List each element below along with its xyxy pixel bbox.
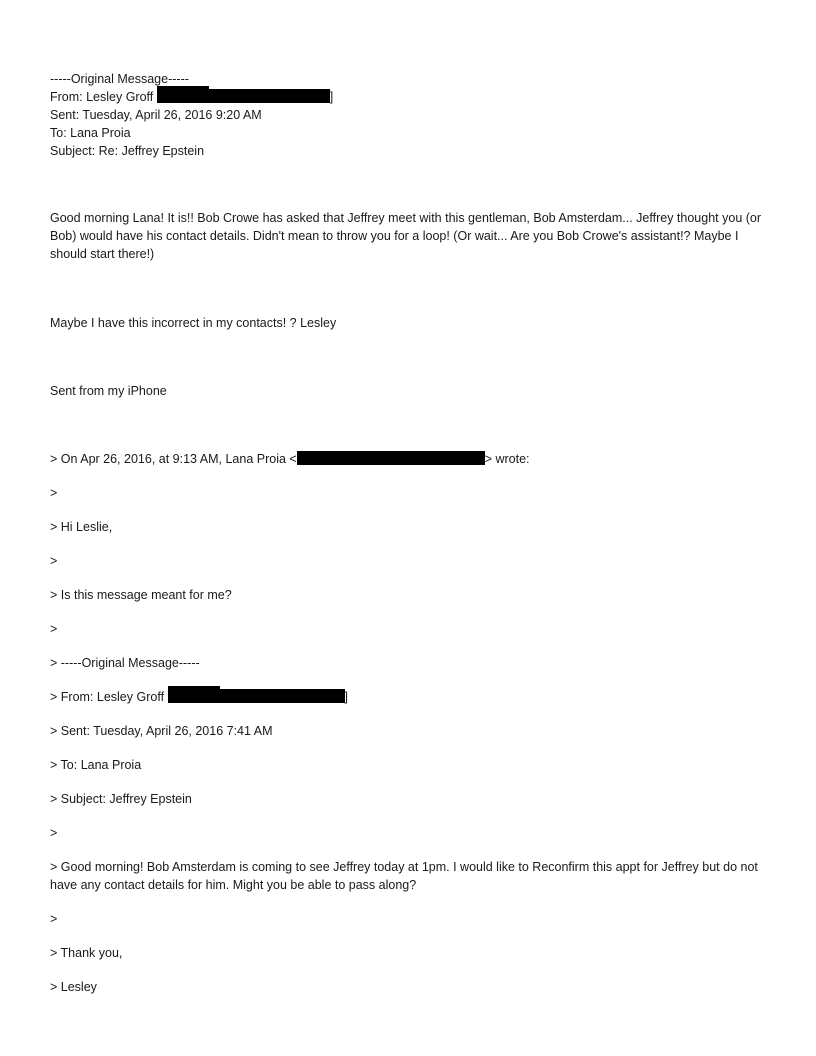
quoted-blank-line: > [50, 554, 58, 568]
from-label: > From: Lesley Groff [50, 690, 168, 704]
quoted-blank-line: > [50, 622, 58, 636]
quoted-wrote-line [50, 450, 530, 468]
wrote-prefix: > On Apr 26, 2016, at 9:13 AM, Lana Proia < [50, 452, 297, 466]
subject-line: Subject: Re: Jeffrey Epstein [50, 144, 205, 158]
from-bracket: ] [344, 690, 349, 704]
body-paragraph: Good morning Lana! It is!! Bob Crowe has asked that Jeffrey meet with this gentleman, Bob Amsterdam... Jeffrey thought you (or Bob) would have his contact details. Didn't mean to throw you for a loop! (Or wait... Are you Bob Crowe's assistant!? Maybe I should start there!) [50, 211, 762, 261]
redaction-block [168, 689, 345, 703]
redaction-block [297, 451, 485, 465]
quoted-greeting: > Hi Leslie, [50, 520, 113, 534]
original-message-header: -----Original Message----- [50, 72, 189, 86]
quoted-blank-line: > [50, 826, 58, 840]
quoted-original-message: > -----Original Message----- [50, 656, 200, 670]
quoted-question: > Is this message meant for me? [50, 588, 232, 602]
body-paragraph: Maybe I have this incorrect in my contacts! ? Lesley [50, 316, 337, 330]
quoted-blank-line: > [50, 486, 58, 500]
from-line [50, 88, 333, 106]
from-label: From: Lesley Groff [50, 90, 157, 104]
wrote-suffix: > wrote: [484, 452, 530, 466]
quoted-to-line: > To: Lana Proia [50, 758, 142, 772]
quoted-blank-line: > [50, 912, 58, 926]
from-bracket: ] [329, 90, 334, 104]
quoted-sent-line: > Sent: Tuesday, April 26, 2016 7:41 AM [50, 724, 273, 738]
sent-line: Sent: Tuesday, April 26, 2016 9:20 AM [50, 108, 262, 122]
quoted-thanks: > Thank you, [50, 946, 123, 960]
quoted-sign-off: > Lesley [50, 980, 97, 994]
quoted-from-line [50, 688, 348, 706]
quoted-message: > Good morning! Bob Amsterdam is coming to see Jeffrey today at 1pm. I would like to Reconfirm this appt for Jeffrey but do not have any contact details for him. Might you be able to pass along? [50, 860, 758, 892]
signature-line: Sent from my iPhone [50, 384, 167, 398]
redaction-block [157, 89, 330, 103]
quoted-subject-line: > Subject: Jeffrey Epstein [50, 792, 192, 806]
to-line: To: Lana Proia [50, 126, 131, 140]
